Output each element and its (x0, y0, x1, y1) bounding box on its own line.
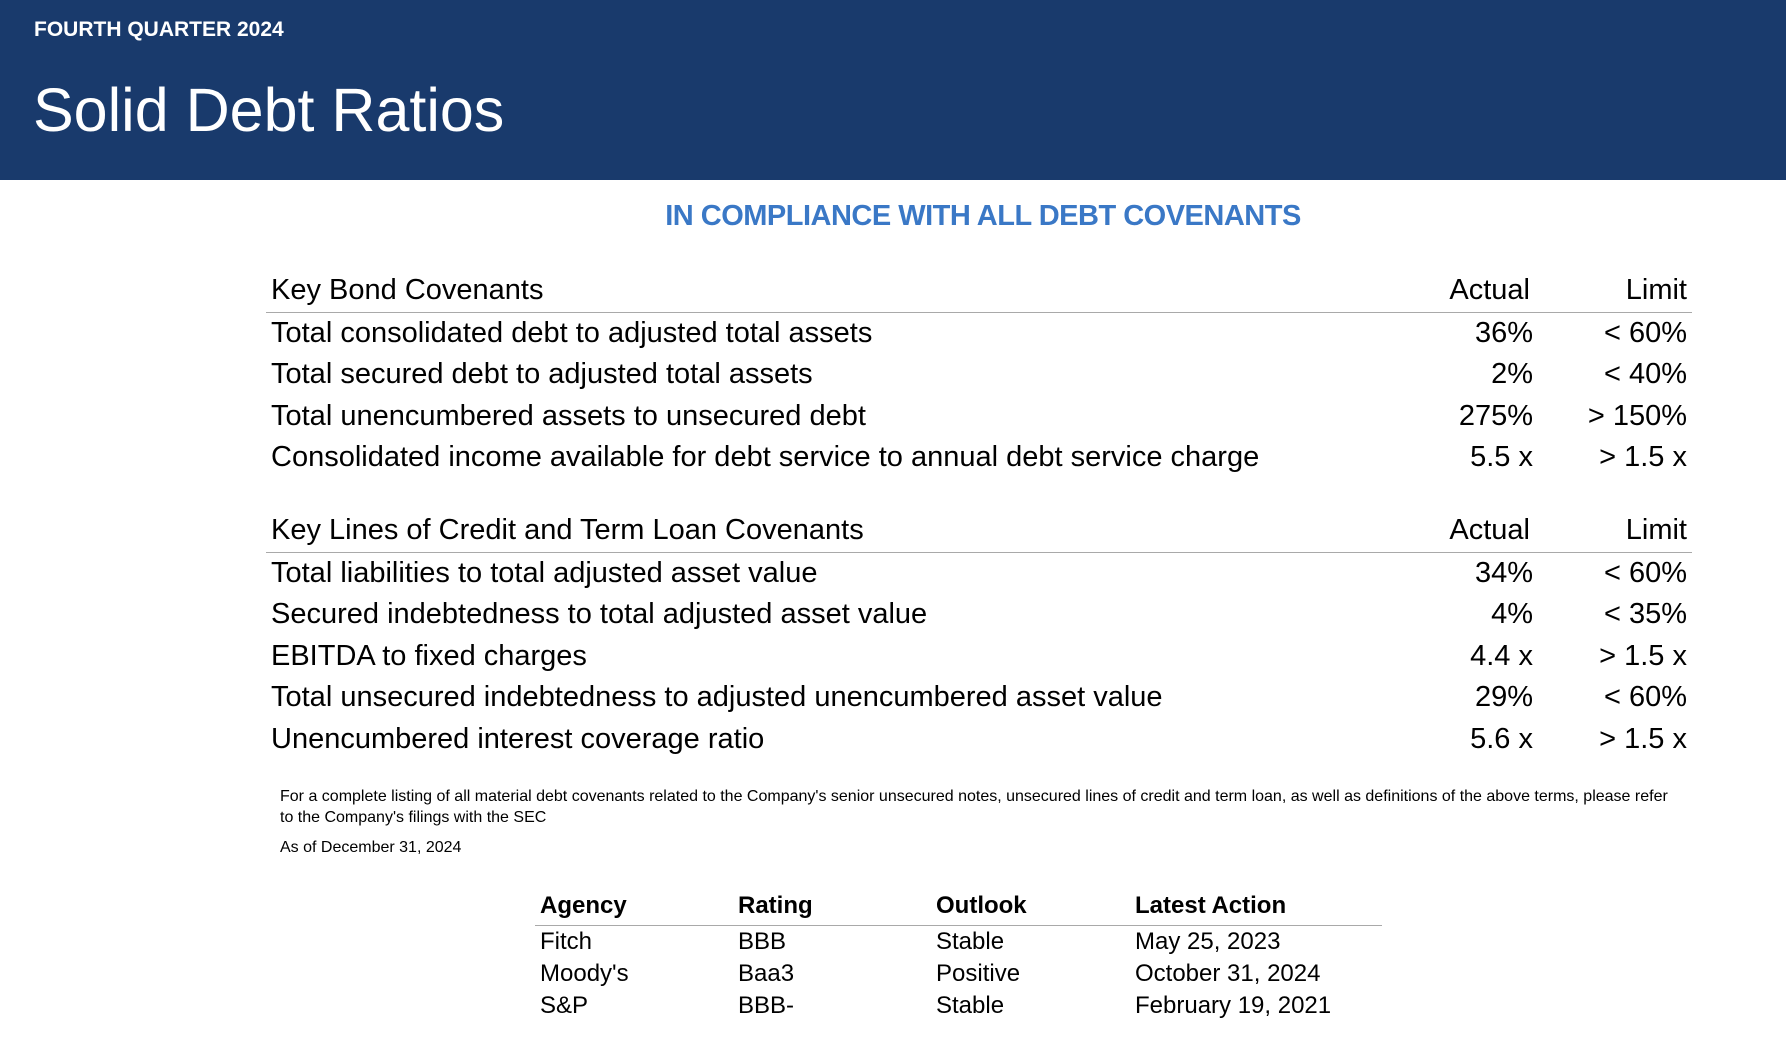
outlook-cell: Stable (936, 992, 1005, 1019)
agency-cell: S&P (540, 992, 589, 1019)
header-actual: Actual (1449, 274, 1530, 306)
covenant-label: Total consolidated debt to adjusted total assets (271, 316, 873, 349)
covenant-label: Secured indebtedness to total adjusted asset value (271, 598, 928, 630)
covenant-label: Consolidated income available for debt service to annual debt service charge (271, 441, 1260, 473)
header-limit: Limit (1625, 274, 1687, 306)
covenant-actual: 275% (1458, 399, 1533, 432)
table-row (535, 990, 1382, 1022)
table-row (266, 553, 1692, 595)
compliance-heading: IN COMPLIANCE WITH ALL DEBT COVENANTS (665, 200, 1301, 232)
page-title: Solid Debt Ratios (33, 76, 505, 144)
table-row (266, 313, 1692, 355)
table-row (266, 594, 1692, 636)
covenant-limit: < 60% (1603, 556, 1687, 589)
rating-cell: BBB- (738, 992, 795, 1019)
header-label: Key Bond Covenants (271, 274, 544, 306)
credit-covenants-table (266, 510, 1692, 760)
agency-cell: Moody's (540, 960, 629, 987)
header-rating: Rating (738, 892, 813, 919)
covenant-footnote: For a complete listing of all material debt covenants related to the Company's senior unsecured notes, unsecured lines of credit and term loan, as well as definitions of the above terms, please refer to the Company's filings with the SEC (280, 788, 1668, 826)
as-of-date: As of December 31, 2024 (280, 839, 462, 856)
action-cell: February 19, 2021 (1135, 992, 1332, 1019)
covenant-actual: 29% (1474, 681, 1533, 713)
covenant-label: Total liabilities to total adjusted asset value (271, 556, 818, 589)
header-outlook: Outlook (936, 892, 1027, 919)
bond-covenants-table (266, 270, 1692, 479)
covenant-label: Unencumbered interest coverage ratio (271, 722, 765, 755)
rating-cell: BBB (738, 928, 787, 955)
covenant-limit: > 1.5 x (1599, 441, 1687, 473)
ratings-table (535, 890, 1382, 1022)
covenant-actual: 4% (1491, 598, 1533, 630)
period-label: FOURTH QUARTER 2024 (34, 18, 284, 41)
header-agency: Agency (540, 892, 627, 919)
table-row (266, 636, 1692, 678)
header-actual: Actual (1449, 514, 1530, 546)
header-limit: Limit (1625, 514, 1687, 546)
bond-covenants-header (266, 270, 1692, 313)
covenant-limit: > 1.5 x (1599, 639, 1687, 672)
covenant-label: EBITDA to fixed charges (271, 639, 587, 672)
table-row (535, 958, 1382, 990)
table-row (266, 677, 1692, 719)
covenant-label: Total unencumbered assets to unsecured debt (271, 399, 866, 432)
outlook-cell: Stable (936, 928, 1005, 955)
covenant-actual: 5.6 x (1470, 722, 1533, 755)
ratings-header (535, 890, 1382, 926)
covenant-label: Total unsecured indebtedness to adjusted unencumbered asset value (271, 681, 1163, 713)
rating-cell: Baa3 (738, 960, 795, 987)
covenant-limit: < 40% (1603, 358, 1687, 390)
action-cell: May 25, 2023 (1135, 928, 1281, 955)
credit-covenants-header (266, 510, 1692, 553)
action-cell: October 31, 2024 (1135, 960, 1321, 987)
covenant-limit: > 1.5 x (1599, 722, 1687, 755)
header-label: Key Lines of Credit and Term Loan Covenants (271, 514, 864, 546)
covenant-actual: 34% (1474, 556, 1533, 589)
covenant-actual: 5.5 x (1470, 441, 1533, 473)
outlook-cell: Positive (936, 960, 1021, 987)
table-row (266, 396, 1692, 438)
covenant-limit: < 60% (1603, 681, 1687, 713)
covenant-label: Total secured debt to adjusted total assets (271, 358, 813, 390)
table-row (266, 354, 1692, 396)
table-row (535, 926, 1382, 958)
header-banner (0, 0, 1786, 180)
covenant-actual: 4.4 x (1470, 639, 1533, 672)
agency-cell: Fitch (540, 928, 593, 955)
covenant-actual: 2% (1491, 358, 1533, 390)
covenant-actual: 36% (1474, 316, 1533, 349)
table-row (266, 437, 1692, 479)
table-row (266, 719, 1692, 761)
header-latest-action: Latest Action (1135, 892, 1287, 919)
covenant-limit: > 150% (1587, 399, 1687, 432)
covenant-limit: < 60% (1603, 316, 1687, 349)
covenant-limit: < 35% (1603, 598, 1687, 630)
